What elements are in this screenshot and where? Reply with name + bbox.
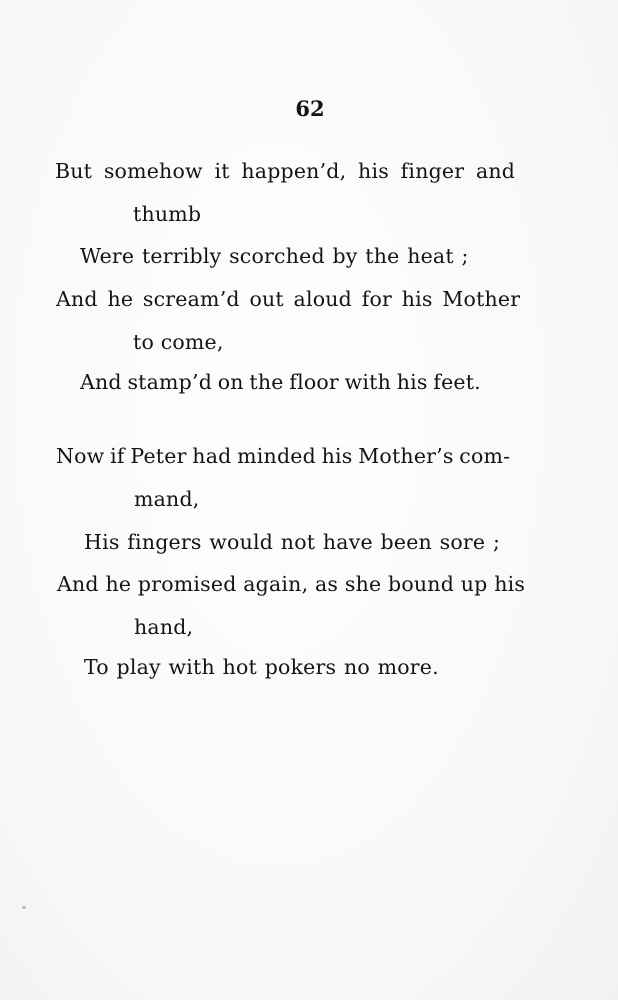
verse-line-continuation: mand, [134,487,200,511]
verse-line: And he promised again, as she bound up his [57,572,526,596]
verse-line: His fingers would not have been sore ; [84,530,501,554]
verse-line-continuation: hand, [134,615,194,639]
verse-line: To play with hot pokers no more. [84,655,439,679]
verse-line: Were terribly scorched by the heat ; [80,244,469,268]
verse-line: Now if Peter had minded his Mother’s com- [56,444,511,468]
verse-line: But somehow it happen’d, his finger and [55,159,516,183]
verse-line: And he scream’d out aloud for his Mother [56,287,521,311]
paper-speck [22,906,26,909]
page-number: 62 [295,96,325,121]
verse-line-continuation: to come, [133,330,224,354]
verse-line: And stamp’d on the floor with his feet. [80,370,481,394]
verse-line-continuation: thumb [133,202,202,226]
